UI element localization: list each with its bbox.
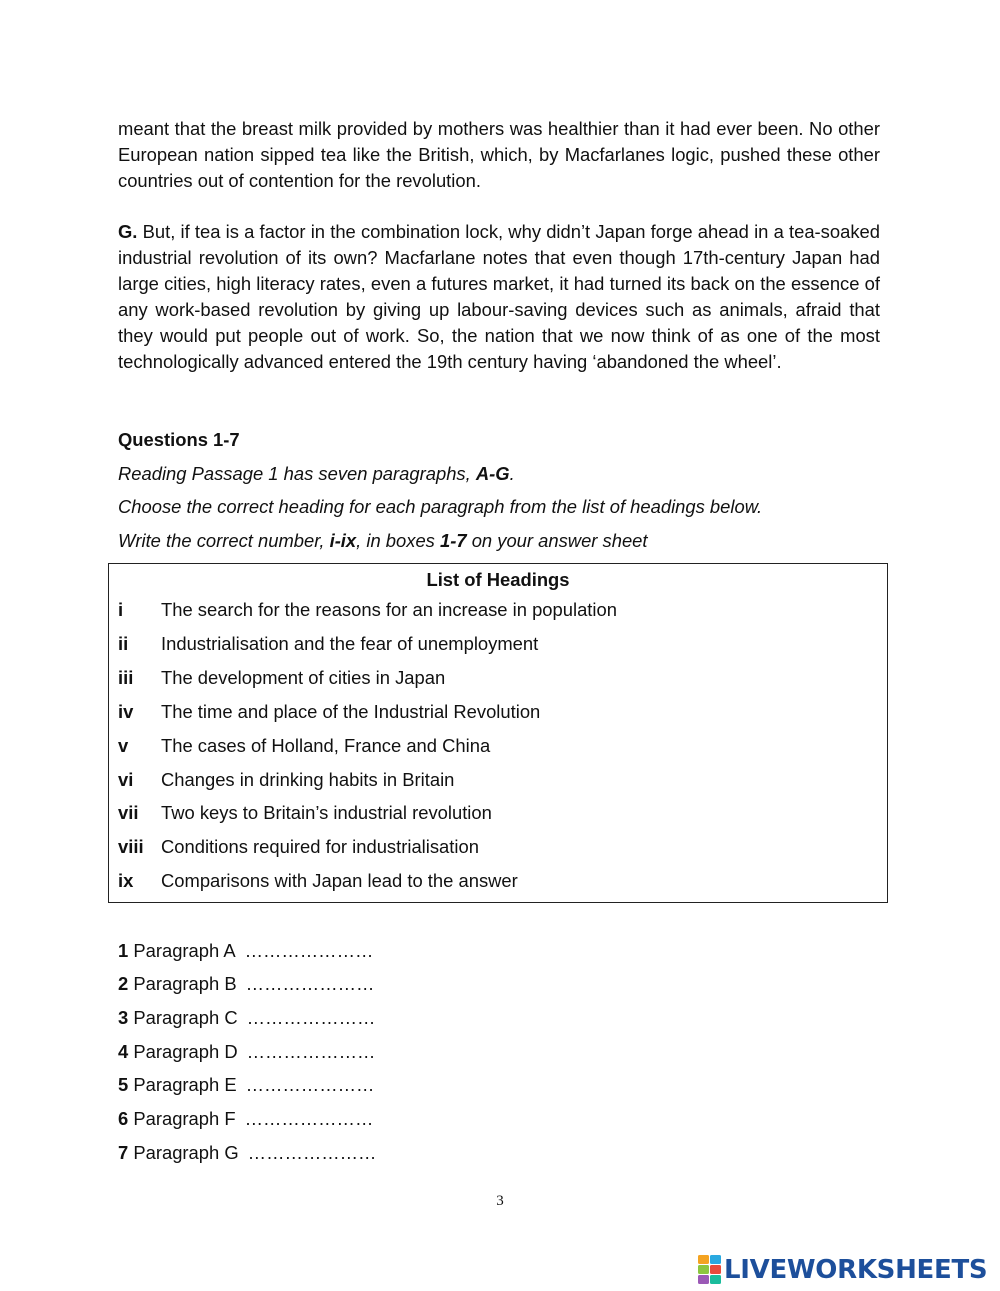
answer-number: 2: [118, 973, 129, 994]
heading-number: iii: [118, 667, 134, 688]
answer-number: 3: [118, 1007, 129, 1028]
answer-blank[interactable]: …………………: [245, 1074, 375, 1095]
answer-blank[interactable]: …………………: [244, 940, 374, 961]
instruction-choose-heading: Choose the correct heading for each paragraph from the list of headings below.: [118, 496, 763, 517]
page-number: 3: [496, 1193, 504, 1209]
heading-item: [118, 598, 617, 622]
answer-label: Paragraph G: [133, 1142, 239, 1163]
answer-label: Paragraph A: [133, 940, 236, 961]
answer-number: 5: [118, 1074, 129, 1095]
questions-title: Questions 1-7: [118, 429, 240, 450]
paragraph-g-text: But, if tea is a factor in the combination lock, why didn’t Japan forge ahead in a tea-soaked industrial revolution of its own? Macfarlane notes that even though 17th-century Japan had large cities, high literacy rates, even a futures market, it had turned its back on the essence of any work-based revolution by giving up labour-saving devices such as animals, afraid that they would put people out of work. So, the nation that we now think of as one of the most technologically advanced entered the 19th century having ‘abandoned the wheel’.: [118, 221, 880, 372]
answer-label: Paragraph D: [133, 1041, 238, 1062]
answer-number: 1: [118, 940, 129, 961]
headings-title: List of Headings: [426, 569, 570, 590]
answer-row: [118, 1006, 375, 1030]
answer-number: 7: [118, 1142, 129, 1163]
heading-number: v: [118, 735, 129, 756]
heading-item: [118, 869, 518, 893]
answer-row: [118, 1141, 376, 1165]
answer-row: [118, 1107, 373, 1131]
heading-item: [118, 666, 445, 690]
heading-text: Conditions required for industrialisation: [161, 836, 479, 857]
heading-item: [118, 801, 492, 825]
heading-text: The search for the reasons for an increase in population: [161, 599, 617, 620]
answer-label: Paragraph F: [133, 1108, 236, 1129]
heading-text: Comparisons with Japan lead to the answer: [161, 870, 518, 891]
heading-item: [118, 734, 490, 758]
heading-text: Changes in drinking habits in Britain: [161, 769, 455, 790]
heading-number: ix: [118, 870, 134, 891]
answer-row: [118, 1040, 375, 1064]
answer-label: Paragraph E: [133, 1074, 237, 1095]
heading-number: ii: [118, 633, 129, 654]
brand-name: LIVEWORKSHEETS: [724, 1255, 988, 1285]
answer-blank[interactable]: …………………: [244, 1108, 374, 1129]
heading-number: iv: [118, 701, 134, 722]
answer-blank[interactable]: …………………: [247, 1142, 377, 1163]
answer-row: [118, 939, 373, 963]
answer-label: Paragraph C: [133, 1007, 238, 1028]
answer-number: 6: [118, 1108, 129, 1129]
heading-number: i: [118, 599, 124, 620]
heading-text: The time and place of the Industrial Revolution: [161, 701, 541, 722]
liveworksheets-logo-icon: [698, 1255, 722, 1285]
paragraph-g-label: G.: [118, 221, 138, 242]
heading-item: [118, 768, 454, 792]
answer-blank[interactable]: …………………: [246, 1041, 376, 1062]
answer-label: Paragraph B: [133, 973, 237, 994]
paragraph-f-continued: meant that the breast milk provided by mothers was healthier than it had ever been. No other European nation sipped tea like the British, which, by Macfarlanes logic, pushed these other countries out of contention for the revolution.: [118, 118, 880, 191]
heading-text: Industrialisation and the fear of unemployment: [161, 633, 539, 654]
heading-text: Two keys to Britain’s industrial revolution: [161, 802, 492, 823]
heading-number: viii: [118, 836, 144, 857]
heading-text: The cases of Holland, France and China: [161, 735, 491, 756]
answer-row: [118, 972, 374, 996]
answer-blank[interactable]: …………………: [246, 1007, 376, 1028]
heading-text: The development of cities in Japan: [161, 667, 446, 688]
instruction-paragraph-count: Reading Passage 1 has seven paragraphs, A-G.: [118, 463, 515, 484]
paragraph-g: [118, 219, 880, 375]
answer-blank[interactable]: …………………: [245, 973, 375, 994]
heading-number: vii: [118, 802, 139, 823]
heading-number: vi: [118, 769, 134, 790]
liveworksheets-brand: [698, 1253, 987, 1287]
heading-item: [118, 835, 479, 859]
answer-row: [118, 1073, 374, 1097]
answer-number: 4: [118, 1041, 129, 1062]
heading-item: [118, 632, 538, 656]
heading-item: [118, 700, 540, 724]
instruction-write-number: Write the correct number, i-ix, in boxes 1-7 on your answer sheet: [118, 530, 648, 551]
headings-box: [108, 563, 888, 903]
